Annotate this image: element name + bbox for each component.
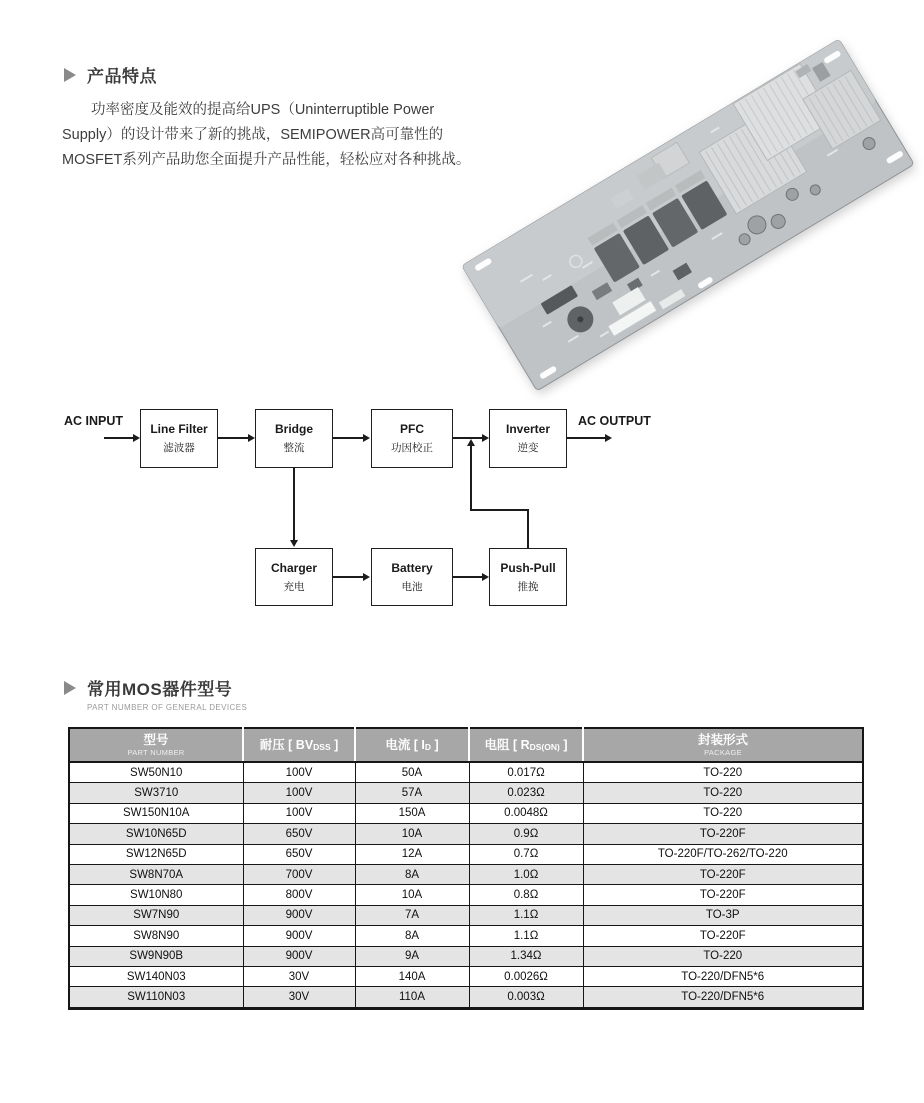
- table-cell: 7A: [355, 905, 469, 925]
- table-cell: TO-220F: [583, 926, 863, 946]
- table-cell: 50A: [355, 762, 469, 783]
- table-cell: 9A: [355, 946, 469, 966]
- table-cell: 100V: [243, 762, 355, 783]
- flow-line: [452, 576, 483, 578]
- table-row: [69, 885, 863, 905]
- block-label-en: PFC: [400, 422, 424, 436]
- table-cell: 57A: [355, 783, 469, 803]
- table-cell: TO-220: [583, 762, 863, 783]
- block-label-en: Charger: [270, 560, 317, 575]
- mos-column-header: 封装形式 PACKAGE: [583, 728, 863, 762]
- flow-line: [217, 437, 249, 439]
- table-cell: 0.003Ω: [469, 987, 583, 1008]
- table-cell: 0.7Ω: [469, 844, 583, 864]
- table-cell: 0.8Ω: [469, 885, 583, 905]
- table-cell: 100V: [243, 783, 355, 803]
- flow-line: [470, 509, 529, 511]
- table-cell: 900V: [243, 926, 355, 946]
- table-cell: SW50N10: [69, 762, 243, 783]
- block-pfc: [371, 409, 453, 468]
- mos-table-header: [64, 675, 247, 700]
- mos-column-header: 电阻 [ RDS(ON) ]: [469, 728, 583, 762]
- block-label-zh: 推挽: [517, 580, 539, 593]
- table-cell: 8A: [355, 864, 469, 884]
- table-cell: 1.1Ω: [469, 926, 583, 946]
- section-mos-table: [64, 675, 247, 712]
- mos-column-header: 电流 [ ID ]: [355, 728, 469, 762]
- mos-table-subtitle: PART NUMBER OF GENERAL DEVICES: [87, 703, 248, 712]
- flow-line: [566, 437, 606, 439]
- arrowhead-icon: [248, 434, 255, 442]
- mos-table-body: [69, 762, 863, 1008]
- block-label-zh: 功因校正: [391, 442, 433, 454]
- mos-table-title: 常用MOS器件型号: [87, 680, 233, 699]
- table-row: [69, 762, 863, 783]
- mos-column-header: 耐压 [ BVDSS ]: [243, 728, 355, 762]
- table-cell: SW8N90: [69, 926, 243, 946]
- block-bridge: [255, 409, 333, 468]
- table-cell: 1.1Ω: [469, 905, 583, 925]
- block-label-zh: 逆变: [517, 442, 539, 454]
- table-cell: TO-220F/TO-262/TO-220: [583, 844, 863, 864]
- table-row: [69, 824, 863, 844]
- block-label-zh: 充电: [283, 580, 305, 593]
- block-label-en: Push-Pull: [500, 560, 556, 575]
- table-cell: 650V: [243, 844, 355, 864]
- table-cell: 140A: [355, 966, 469, 986]
- arrowhead-icon: [133, 434, 140, 442]
- table-cell: 0.9Ω: [469, 824, 583, 844]
- table-cell: SW10N80: [69, 885, 243, 905]
- features-title: 产品特点: [87, 67, 157, 86]
- arrowhead-icon: [482, 434, 489, 442]
- arrowhead-icon: [363, 434, 370, 442]
- flow-line: [104, 437, 134, 439]
- block-label-en: Bridge: [274, 422, 313, 436]
- table-cell: SW110N03: [69, 987, 243, 1008]
- ac-input-label: AC INPUT: [64, 414, 124, 428]
- table-row: [69, 926, 863, 946]
- flow-line: [293, 468, 295, 541]
- block-inverter: [489, 409, 567, 468]
- features-paragraph: 功率密度及能效的提高给UPS（Uninterruptible Power Supply）的设计带来了新的挑战，SEMIPOWER高可靠性的MOSFET系列产品助您全面提升产品性能，轻松应对各种挑战。: [62, 102, 471, 168]
- table-cell: 110A: [355, 987, 469, 1008]
- table-cell: 900V: [243, 905, 355, 925]
- table-cell: 150A: [355, 803, 469, 823]
- table-cell: 0.0048Ω: [469, 803, 583, 823]
- block-label-en: Inverter: [505, 422, 551, 436]
- table-cell: SW140N03: [69, 966, 243, 986]
- block-label-zh: 电池: [401, 580, 423, 593]
- block-label-zh: 整流: [283, 442, 305, 454]
- mos-column-header: 型号 PART NUMBER: [69, 728, 243, 762]
- arrowhead-icon: [482, 573, 489, 581]
- table-cell: SW12N65D: [69, 844, 243, 864]
- arrowhead-icon: [363, 573, 370, 581]
- block-push-pull: [489, 548, 567, 606]
- mos-table: [68, 727, 864, 1010]
- table-cell: SW10N65D: [69, 824, 243, 844]
- table-cell: SW8N70A: [69, 864, 243, 884]
- table-cell: SW9N90B: [69, 946, 243, 966]
- table-cell: 650V: [243, 824, 355, 844]
- arrowhead-icon: [290, 540, 298, 547]
- table-cell: 10A: [355, 885, 469, 905]
- table-row: [69, 783, 863, 803]
- flow-line: [332, 576, 364, 578]
- block-label-en: Line Filter: [150, 422, 208, 436]
- flow-line: [470, 445, 472, 511]
- table-cell: TO-220F: [583, 824, 863, 844]
- triangle-bullet-icon: [64, 681, 76, 695]
- flow-line: [527, 509, 529, 548]
- table-cell: SW150N10A: [69, 803, 243, 823]
- mos-table-head-row: [69, 728, 863, 762]
- table-cell: 30V: [243, 987, 355, 1008]
- table-cell: 0.017Ω: [469, 762, 583, 783]
- table-cell: 900V: [243, 946, 355, 966]
- table-cell: 1.34Ω: [469, 946, 583, 966]
- arrowhead-icon: [605, 434, 612, 442]
- table-row: [69, 864, 863, 884]
- table-cell: 12A: [355, 844, 469, 864]
- table-cell: TO-220: [583, 803, 863, 823]
- table-cell: 10A: [355, 824, 469, 844]
- table-cell: 800V: [243, 885, 355, 905]
- table-cell: 1.0Ω: [469, 864, 583, 884]
- table-cell: TO-220: [583, 783, 863, 803]
- table-row: [69, 844, 863, 864]
- table-cell: 8A: [355, 926, 469, 946]
- flow-line: [332, 437, 364, 439]
- block-label-en: Battery: [391, 560, 433, 575]
- block-label-zh: 滤波器: [163, 442, 195, 454]
- table-cell: SW3710: [69, 783, 243, 803]
- table-cell: 0.0026Ω: [469, 966, 583, 986]
- block-line-filter: [140, 409, 218, 468]
- table-cell: 30V: [243, 966, 355, 986]
- table-row: [69, 905, 863, 925]
- table-cell: TO-220/DFN5*6: [583, 987, 863, 1008]
- table-cell: 700V: [243, 864, 355, 884]
- table-cell: SW7N90: [69, 905, 243, 925]
- table-row: [69, 803, 863, 823]
- table-cell: 100V: [243, 803, 355, 823]
- block-battery: [371, 548, 453, 606]
- table-row: [69, 987, 863, 1008]
- table-cell: 0.023Ω: [469, 783, 583, 803]
- table-row: [69, 966, 863, 986]
- table-cell: TO-220/DFN5*6: [583, 966, 863, 986]
- table-cell: TO-220F: [583, 885, 863, 905]
- ac-output-label: AC OUTPUT: [578, 414, 651, 428]
- table-cell: TO-220: [583, 946, 863, 966]
- table-cell: TO-3P: [583, 905, 863, 925]
- arrowhead-icon: [467, 439, 475, 446]
- block-charger: [255, 548, 333, 606]
- table-cell: TO-220F: [583, 864, 863, 884]
- table-row: [69, 946, 863, 966]
